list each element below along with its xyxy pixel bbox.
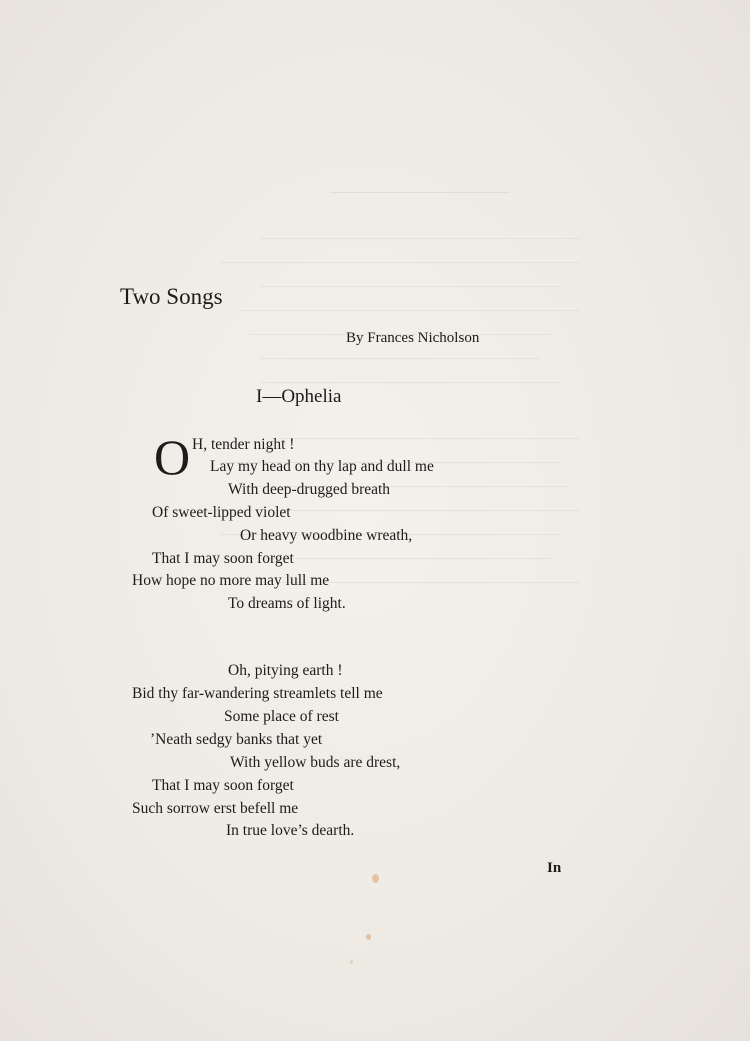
poem-line: Oh, pitying earth ! [228, 662, 343, 679]
paper-speck [372, 874, 379, 883]
poem-line: H, tender night ! [192, 436, 295, 453]
poem-line: How hope no more may lull me [132, 572, 330, 589]
catchword: In [547, 860, 562, 876]
poem-line: To dreams of light. [228, 595, 346, 612]
poem-line: With deep-drugged breath [228, 481, 391, 498]
page-title: Two Songs [120, 284, 223, 309]
drop-cap: O [154, 429, 191, 485]
poem-line: That I may soon forget [152, 777, 294, 794]
paper-speck [350, 960, 353, 964]
paper-speck [366, 934, 371, 940]
section-title: I—Ophelia [256, 386, 342, 407]
poem-line: That I may soon forget [152, 550, 294, 567]
poem-line: Lay my head on thy lap and dull me [210, 458, 434, 475]
author-byline: By Frances Nicholson [346, 330, 480, 346]
poem-line: Such sorrow erst befell me [132, 800, 299, 817]
poem-line: Bid thy far-wandering streamlets tell me [132, 685, 383, 702]
poem-line: Of sweet-lipped violet [152, 504, 291, 521]
poem-line: In true love’s dearth. [226, 822, 355, 839]
poem-line: With yellow buds are drest, [230, 754, 401, 771]
poem-line: Or heavy woodbine wreath, [240, 527, 413, 544]
poem-line: Some place of rest [224, 708, 339, 725]
poem-line: ’Neath sedgy banks that yet [150, 731, 323, 748]
